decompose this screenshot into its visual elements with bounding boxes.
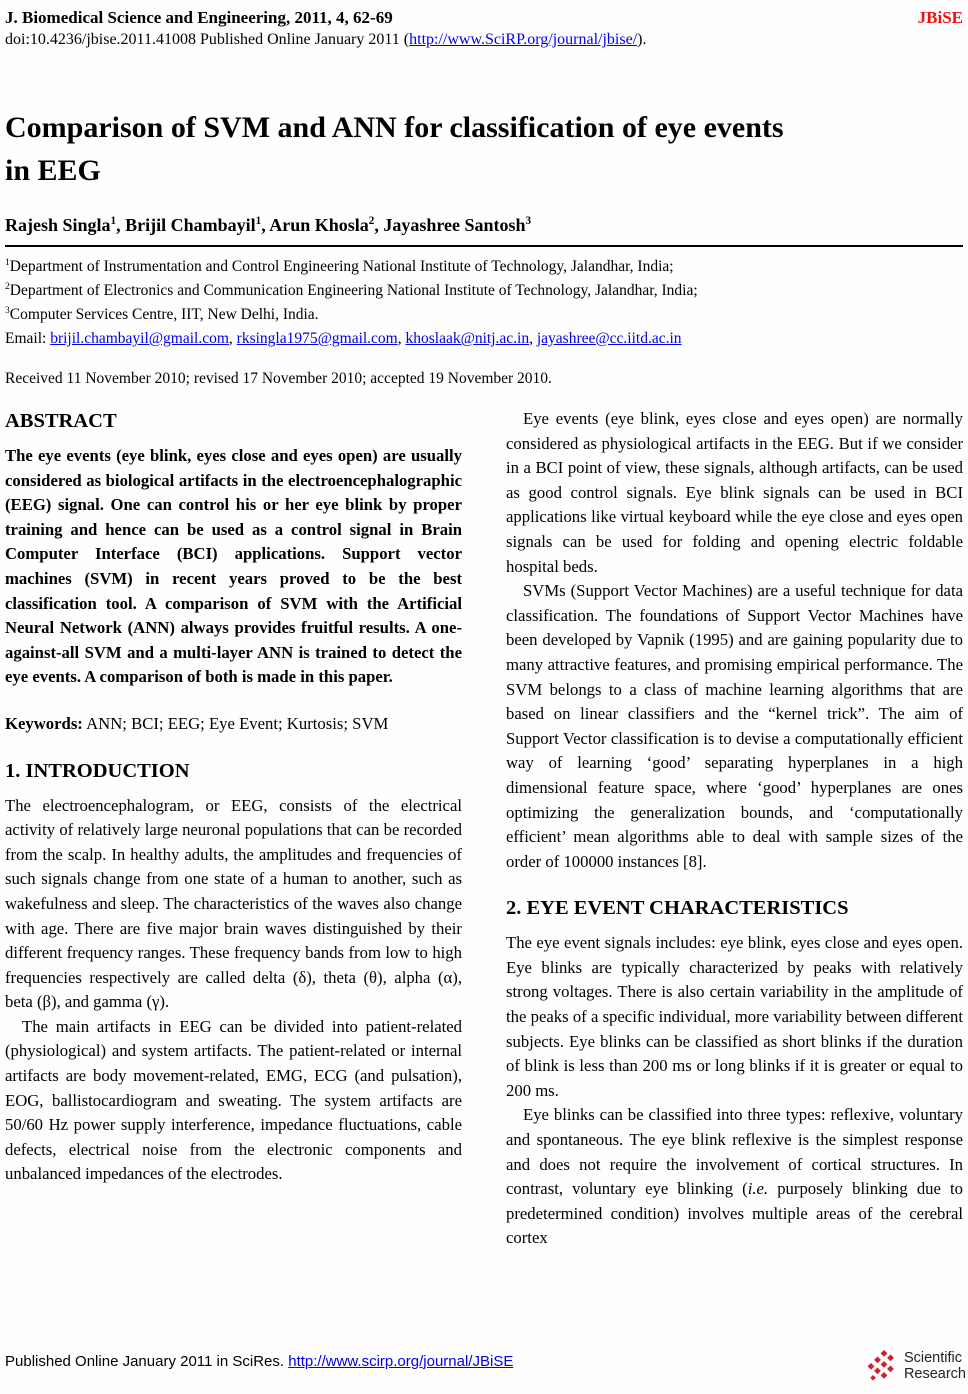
affiliations-block — [5, 255, 963, 351]
author: Rajesh Singla$^1$, — [5, 215, 126, 235]
author: Arun Khosla$^2$, — [269, 215, 384, 235]
authors-divider — [5, 245, 963, 247]
email-link-2[interactable]: rksingla1975@gmail.com — [236, 330, 398, 347]
abstract-text: The eye events (eye blink, eyes close and eyes open) are usually considered as biological artifacts in the electroencephalographic (EEG) signal. One can control his or her eye blink by proper training and hence can be used as a control signal in Brain Computer Interface (BCI) applications. Support vector machines (SVM) in recent years proved to be the best classification tool. A comparison of SVM with the Artificial Neural Network (ANN) always provides fruitful results. A one-against-all SVM and a multi-layer ANN is trained to detect the eye events. A comparison of both is made in this paper. — [5, 446, 462, 687]
scientific-research-logo — [867, 1346, 966, 1386]
footer-journal-link[interactable]: http://www.scirp.org/journal/JBiSE — [288, 1353, 514, 1370]
author-affil-marker: 1 — [255, 215, 262, 227]
received-dates: Received 11 November 2010; revised 17 November 2010; accepted 19 November 2010. — [5, 370, 552, 387]
latin-abbreviation: i.e. — [747, 1179, 769, 1199]
doi-line — [5, 30, 963, 50]
section2-paragraph-1: The eye event signals includes: eye blink, eyes close and eyes open. Eye blinks are typically characterized by peaks with relatively strong voltages. There is also certain variability in the amplitude of the peaks of a specific individual, more variability between different subjects. Eye blinks can be classified as short blinks if the duration of blink is less than 200 ms or long blinks if it is greater or equal to 200 ms. — [506, 933, 963, 1100]
email-link-1[interactable]: brijil.chambayil@gmail.com — [50, 330, 229, 347]
footer-published-text: Published Online January 2011 in SciRes. — [5, 1353, 289, 1370]
introduction-paragraph-2: The main artifacts in EEG can be divided into patient-related (physiological) and system artifacts. The patient-related or internal artifacts are body movement-related, EMG, ECG (and pulsation), EOG, ballistocardiogram and sweating. The system artifacts are 50/60 Hz power supply interference, impedance fluctuations, cable defects, electrical noise from the electronic components and unbalanced impedances of the electrodes. — [5, 1016, 462, 1184]
email-link-4[interactable]: jayashree@cc.iitd.ac.in — [536, 330, 682, 347]
page-header — [0, 0, 968, 50]
keywords-label: Keywords: — [5, 713, 83, 733]
email-separator: , — [228, 330, 237, 347]
logo-word-2: Research — [903, 1366, 966, 1382]
journal-url-link[interactable]: http://www.SciRP.org/journal/jbise/ — [409, 31, 638, 48]
author-affil-marker: 2 — [368, 215, 375, 227]
paper-title-line2: in EEG — [5, 154, 101, 187]
author-affil-marker: 3 — [525, 215, 532, 227]
body-paragraph-svm: SVMs (Support Vector Machines) are a useful technique for data classification. The foundations of Support Vector Machines have been developed by Vapnik (1995) and are gaining popularity due to many attractive features, and promising empirical performance. The SVM belongs to a class of machine learning algorithms that are based on linear classifiers and the “kernel trick”. The aim of Support Vector classification is to devise a computationally efficient way of learning ‘good’ separating hyperplanes in a high dimensional feature space, where ‘good’ hyperplanes are ones optimizing the generalization bounds, and ‘computationally efficient’ mean algorithms able to deal with sample sizes of the order of 100000 instances [8]. — [506, 581, 963, 871]
right-column — [506, 407, 963, 1251]
introduction-paragraph-1: The electroencephalogram, or EEG, consists of the electrical activity of relatively large neuronal populations that can be recorded from the scalp. In healthy adults, the amplitudes and frequencies of such signals change from one state of a human to another, such as wakefulness and sleep. The characteristics of the waves also change with age. There are five major brain waves distinguished by their different frequency ranges. These frequency bands from low to high frequencies respectively are called delta (δ), theta (θ), alpha (α), beta (β), and gamma (γ). — [5, 795, 462, 1012]
logo-word-1: Scientific — [903, 1350, 962, 1366]
email-label: Email: — [5, 330, 51, 347]
doi-text: doi:10.4236/jbise.2011.41008 Published Online January 2011 ( — [5, 31, 410, 48]
affiliation-line: $^1$Department of Instrumentation and Control Engineering National Institute of Technology, Jalandhar, India; — [5, 256, 674, 275]
paper-title — [5, 106, 963, 192]
affiliation-line: $^3$Computer Services Centre, IIT, New Delhi, India. — [5, 304, 319, 323]
logo-wordmark — [904, 1350, 966, 1382]
keywords-line — [5, 712, 462, 737]
scirp-diamonds-icon — [867, 1346, 901, 1386]
author-affil-marker: 1 — [110, 215, 117, 227]
author: Brijil Chambayil$^1$, — [125, 215, 270, 235]
paper-title-line1: Comparison of SVM and ANN for classification of eye events — [5, 111, 784, 144]
email-separator: , — [397, 330, 406, 347]
left-column — [5, 407, 462, 1251]
section2-heading: 2. EYE EVENT CHARACTERISTICS — [506, 897, 849, 920]
abstract-heading: ABSTRACT — [5, 410, 117, 432]
email-line — [5, 327, 963, 351]
doi-suffix: ). — [637, 31, 647, 48]
body-paragraph-eye-events: Eye events (eye blink, eyes close and eyes open) are normally considered as physiological artifacts in the EEG. But if we consider in a BCI point of view, these signals, although artifacts, can be used as good control signals. Eye blink signals can be used in BCI applications like virtual keyboard while the eye close and eyes open signals can be used for folding and opening electric foldable hospital beds. — [506, 409, 963, 576]
journal-reference: J. Biomedical Science and Engineering, 2011, 4, 62-69 — [5, 8, 393, 27]
page-footer — [5, 1352, 513, 1371]
keywords-list: ANN; BCI; EEG; Eye Event; Kurtosis; SVM — [82, 713, 389, 733]
email-separator: , — [529, 330, 537, 347]
introduction-heading: 1. INTRODUCTION — [5, 759, 190, 782]
author: Jayashree Santosh$^3$ — [383, 215, 532, 235]
affiliation-line: $^2$Department of Electronics and Communication Engineering National Institute of Technology, Jalandhar, India; — [5, 280, 698, 299]
paper-body — [5, 407, 963, 1251]
journal-brand: JBiSE — [917, 8, 963, 27]
section2-paragraph-2: Eye blinks can be classified into three types: reflexive, voluntary and spontaneous. The eye blink reflexive is the simplest response and does not require the involvement of cortical structures. In contrast, voluntary eye blinking (i.e. purposely blinking due to predetermined condition) involves multiple areas of the cerebral cortex — [506, 1105, 964, 1248]
author-list — [5, 214, 963, 236]
email-link-3[interactable]: khoslaak@nitj.ac.in — [405, 330, 530, 347]
